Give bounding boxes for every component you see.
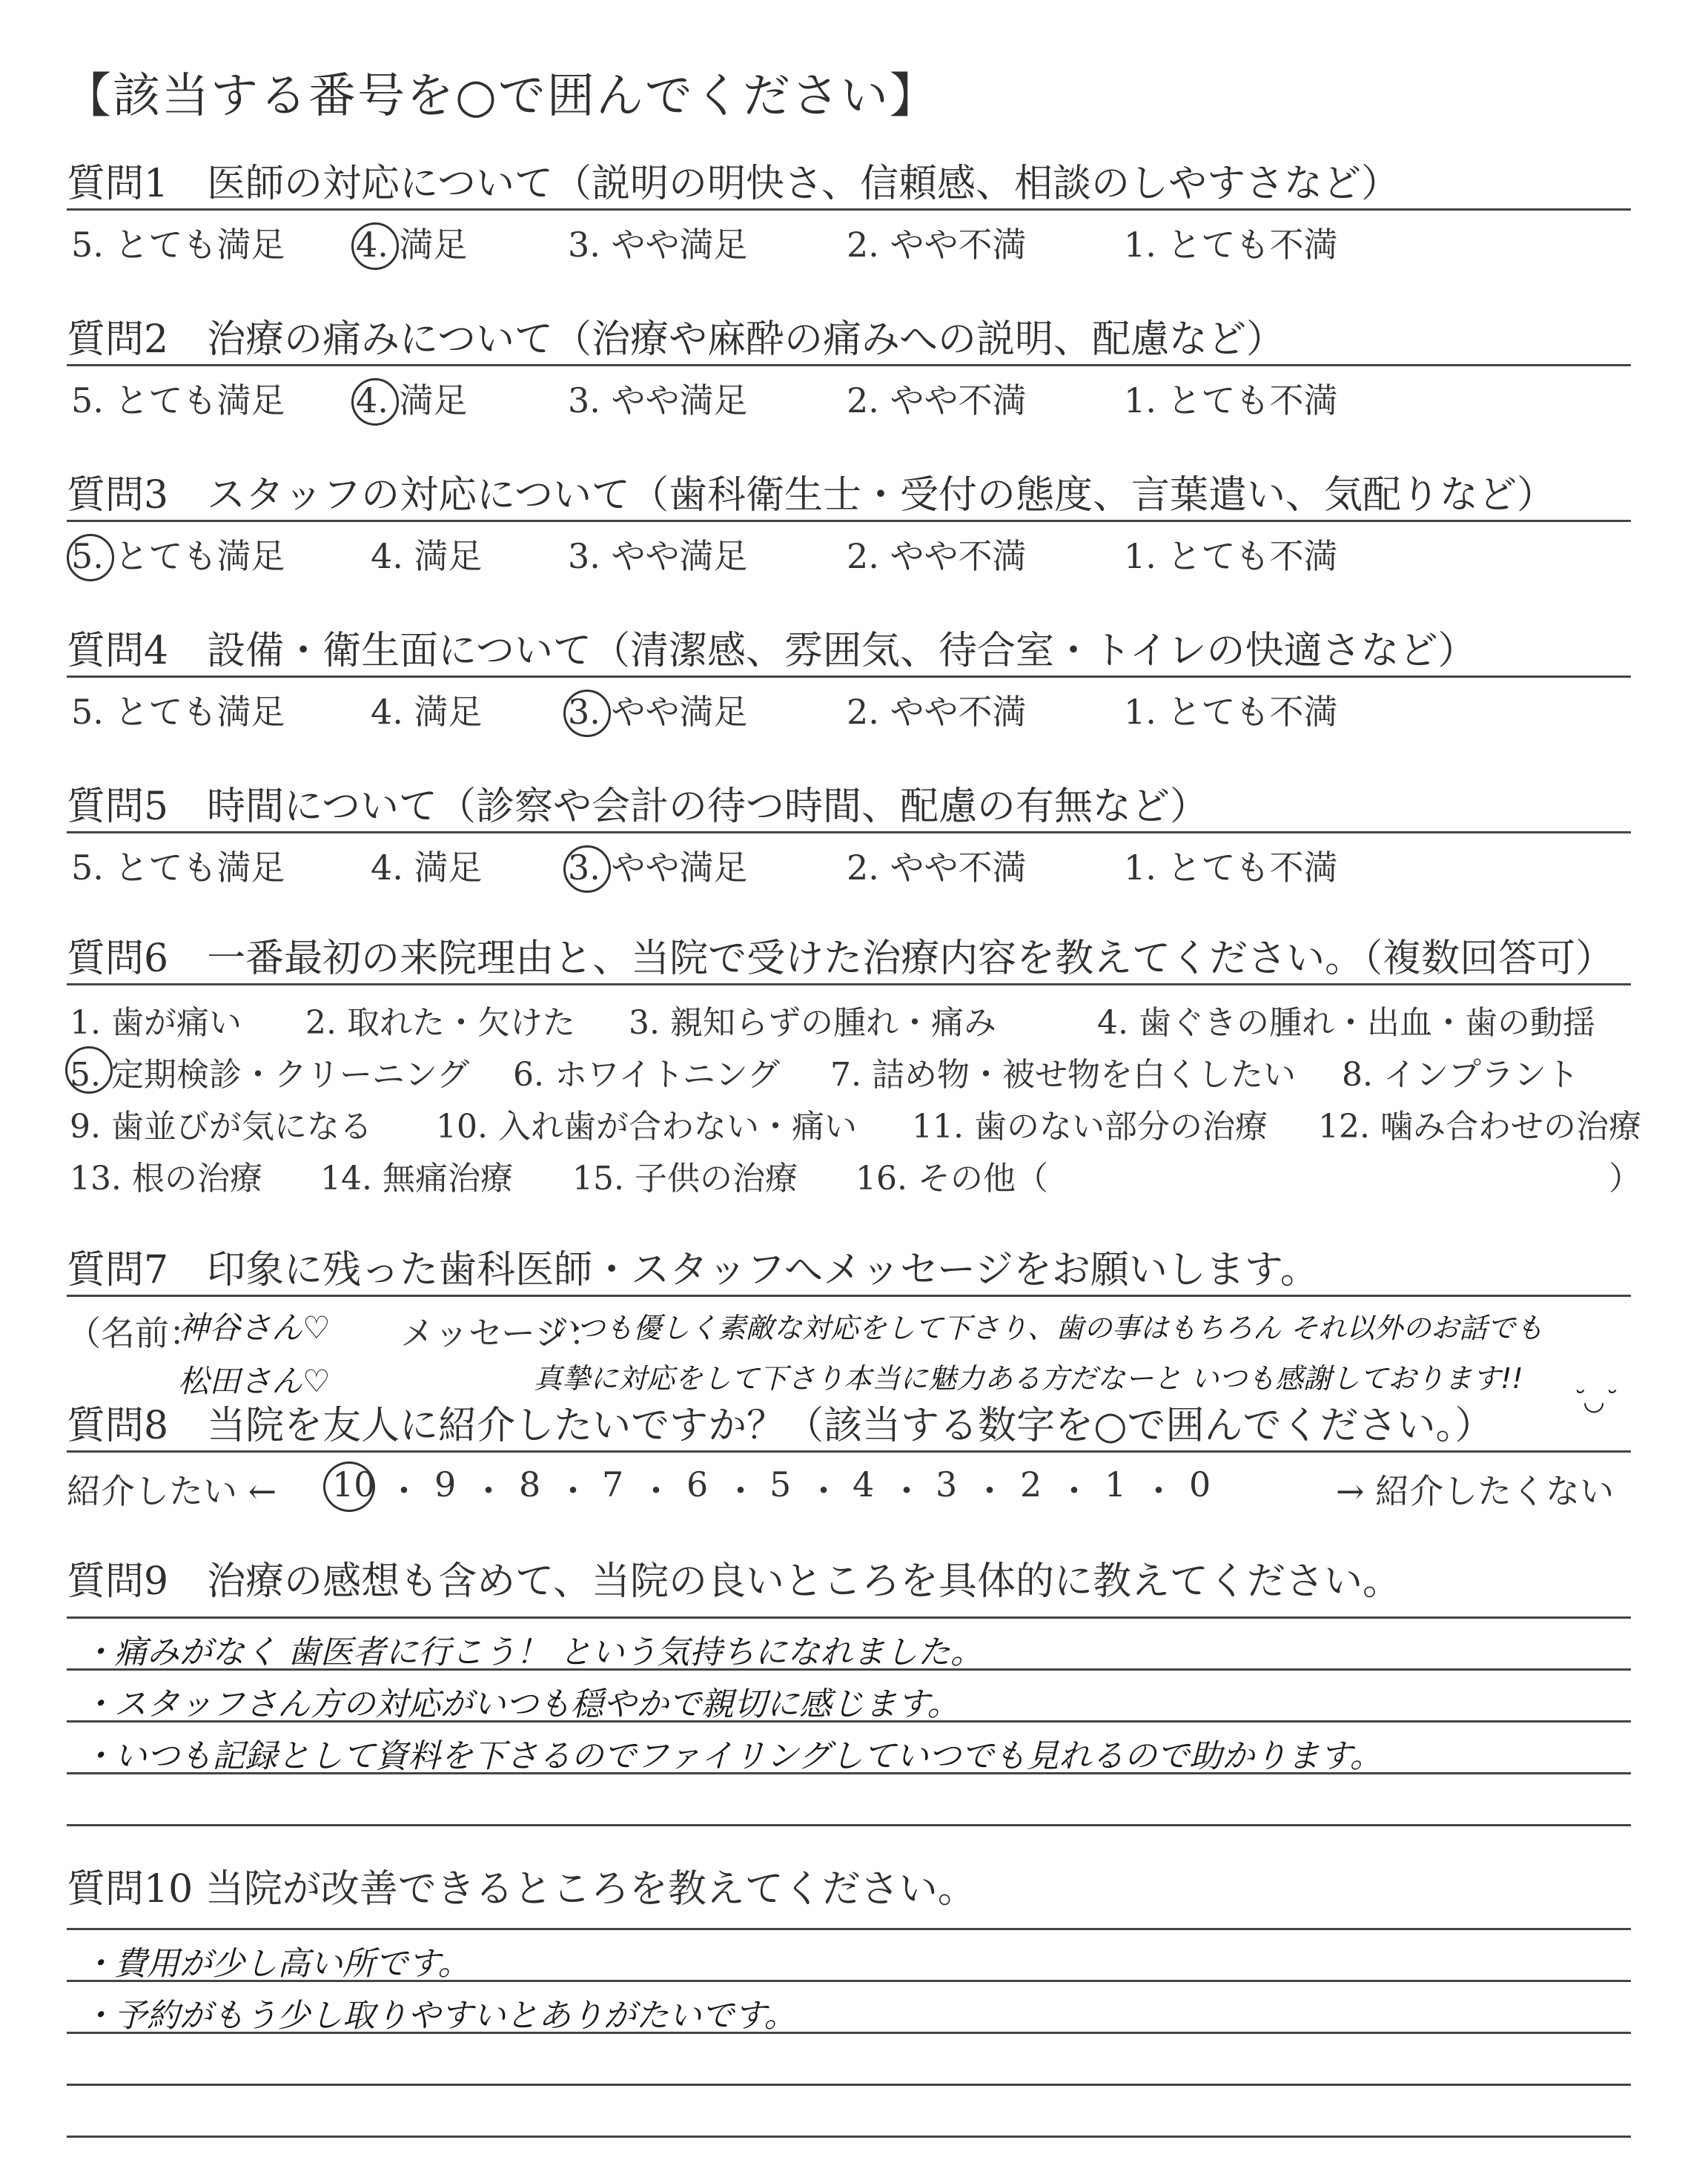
option-2[interactable]: 2. やや不満 (847, 536, 1027, 576)
option-4[interactable]: 4. 満足 (371, 848, 483, 888)
message-label: メッセージ： (400, 1313, 603, 1353)
option-5[interactable]: 5. とても満足 (71, 529, 285, 578)
q6-option-9[interactable]: 9. 歯並びが気になる (70, 1108, 372, 1146)
question-4-title: 質問4 設備・衛生面について（清潔感、雰囲気、待合室・トイレの快適さなど） (67, 629, 1477, 673)
selection-circle (67, 534, 114, 581)
question-6-title: 質問6 一番最初の来院理由と、当院で受けた治療内容を教えてください。（複数回答可） (67, 937, 1615, 981)
option-4[interactable]: 4. 満足 (356, 374, 468, 423)
option-4[interactable]: 4. 満足 (371, 692, 483, 732)
option-4[interactable]: 4. 満足 (371, 536, 483, 576)
q6-option-8[interactable]: 8. インプラント (1342, 1056, 1579, 1094)
message-answer-1: いつも優しく素敵な対応をして下さり、歯の事はもちろん それ以外のお話でも (549, 1312, 1544, 1344)
scale-3[interactable]: 3 (936, 1464, 958, 1505)
scale-0[interactable]: 0 (1189, 1464, 1211, 1505)
scale-9[interactable]: 9 (434, 1464, 457, 1505)
answer-line (67, 1824, 1631, 1826)
question-9 (67, 1557, 1631, 1606)
option-1[interactable]: 1. とても不満 (1124, 692, 1338, 732)
scale-sep: ・ (807, 1471, 841, 1511)
scale-8[interactable]: 8 (519, 1464, 541, 1505)
option-2[interactable]: 2. やや不満 (847, 380, 1027, 420)
name-answer-2: 松田さん♡ (178, 1363, 331, 1399)
q6-option-3[interactable]: 3. 親知らずの腫れ・痛み (629, 1004, 996, 1042)
answer-line (67, 1616, 1631, 1619)
message-answer-2: 真摯に対応をして下さり本当に魅力ある方だなーと いつも感謝しております!! (534, 1362, 1523, 1395)
option-1[interactable]: 1. とても不満 (1124, 536, 1338, 576)
question-9-title: 質問9 治療の感想も含めて、当院の良いところを具体的に教えてください。 (67, 1559, 1402, 1604)
question-5-options (67, 833, 1631, 888)
selection-circle (563, 845, 611, 893)
question-10 (67, 1865, 1631, 1914)
q10-answer-1: ・費用が少し高い所です。 (82, 1945, 471, 1983)
question-8 (67, 1401, 1631, 1453)
scale-sep: ・ (1057, 1471, 1091, 1511)
scale-6[interactable]: 6 (686, 1464, 709, 1505)
option-2[interactable]: 2. やや不満 (847, 848, 1027, 888)
option-3[interactable]: 3. やや満足 (568, 536, 748, 576)
question-1 (67, 159, 1631, 265)
q6-option-10[interactable]: 10. 入れ歯が合わない・痛い (436, 1108, 857, 1146)
scale-sep: ・ (890, 1471, 924, 1511)
question-3 (67, 471, 1631, 577)
q6-option-5[interactable]: 5. 定期検診・クリーニング (70, 1048, 469, 1095)
scale-sep: ・ (724, 1471, 758, 1511)
question-5 (67, 782, 1631, 888)
question-5-title: 質問5 時間について（診察や会計の待つ時間、配慮の有無など） (67, 785, 1209, 829)
option-2[interactable]: 2. やや不満 (847, 225, 1027, 265)
option-5[interactable]: 5. とても満足 (71, 848, 285, 888)
question-4 (67, 627, 1631, 733)
scale-1[interactable]: 1 (1105, 1464, 1127, 1505)
question-1-title: 質問1 医師の対応について（説明の明快さ、信頼感、相談のしやすさなど） (67, 162, 1400, 206)
name-label: （名前： (67, 1313, 203, 1353)
option-5[interactable]: 5. とても満足 (71, 225, 285, 265)
question-1-options (67, 211, 1631, 265)
selection-circle (563, 690, 611, 737)
scale-left-label: 紹介したい ← (67, 1471, 277, 1511)
question-10-title: 質問10 当院が改善できるところを教えてください。 (67, 1867, 976, 1912)
question-7-rule (67, 1295, 1631, 1297)
q6-option-12[interactable]: 12. 噛み合わせの治療 (1318, 1108, 1641, 1146)
scale-4[interactable]: 4 (853, 1464, 875, 1505)
scale-sep: ・ (387, 1471, 421, 1511)
option-2[interactable]: 2. やや不満 (847, 692, 1027, 732)
q6-option-4[interactable]: 4. 歯ぐきの腫れ・出血・歯の動揺 (1097, 1004, 1595, 1042)
scale-7[interactable]: 7 (602, 1464, 624, 1505)
scale-2[interactable]: 2 (1020, 1464, 1042, 1505)
question-3-options (67, 522, 1631, 577)
question-7-title: 質問7 印象に残った歯科医師・スタッフへメッセージをお願いします。 (67, 1248, 1319, 1292)
option-3[interactable]: 3. やや満足 (568, 841, 748, 890)
scale-right-label: → 紹介したくない (1336, 1471, 1615, 1511)
q6-option-16[interactable]: 16. その他（ (855, 1160, 1048, 1198)
question-6-rule (67, 983, 1631, 985)
q6-option-6[interactable]: 6. ホワイトニング (513, 1056, 781, 1094)
q6-option-15[interactable]: 15. 子供の治療 (572, 1160, 798, 1198)
q6-option-2[interactable]: 2. 取れた・欠けた (305, 1004, 575, 1042)
option-3[interactable]: 3. やや満足 (568, 685, 748, 734)
option-4[interactable]: 4. 満足 (356, 218, 468, 267)
answer-line (67, 2136, 1631, 2138)
option-1[interactable]: 1. とても不満 (1124, 380, 1338, 420)
question-2-options (67, 366, 1631, 421)
q6-other-close: ） (1609, 1160, 1641, 1198)
name-answer-1: 神谷さん♡ (178, 1309, 331, 1346)
option-1[interactable]: 1. とても不満 (1124, 848, 1338, 888)
option-1[interactable]: 1. とても不満 (1124, 225, 1338, 265)
q6-option-11[interactable]: 11. 歯のない部分の治療 (912, 1108, 1268, 1146)
q9-answer-3: ・いつも記録として資料を下さるのでファイリングしていつでも見れるので助かります。 (82, 1737, 1383, 1775)
option-3[interactable]: 3. やや満足 (568, 225, 748, 265)
instruction-header: 【該当する番号を○で囲んでください】 (64, 69, 939, 124)
scale-sep: ・ (471, 1471, 506, 1511)
selection-circle (351, 378, 399, 426)
smiley-doodle: ˘◡˘ (1572, 1387, 1617, 1416)
question-2-title: 質問2 治療の痛みについて（治療や麻酔の痛みへの説明、配慮など） (67, 317, 1285, 362)
question-3-title: 質問3 スタッフの対応について（歯科衛生士・受付の態度、言葉遣い、気配りなど） (67, 473, 1556, 518)
recommend-scale: 紹介したい ← 10 ・ 9 ・ 8 ・ 7 ・ 6 ・ 5 ・ 4 ・ 3 ・ 2 ・ 1 ・ 0 → 紹介したくない (67, 1464, 1631, 1509)
question-8-rule (67, 1450, 1631, 1453)
scale-sep: ・ (973, 1471, 1007, 1511)
scale-sep: ・ (639, 1471, 673, 1511)
question-4-options (67, 678, 1631, 733)
answer-line (67, 2084, 1631, 2086)
q10-answer-2: ・予約がもう少し取りやすいとありがたいです。 (82, 1997, 797, 2035)
option-5[interactable]: 5. とても満足 (71, 692, 285, 732)
answer-line (67, 1928, 1631, 1930)
q6-option-7[interactable]: 7. 詰め物・被せ物を白くしたい (830, 1056, 1296, 1094)
option-5[interactable]: 5. とても満足 (71, 380, 285, 420)
option-3[interactable]: 3. やや満足 (568, 380, 748, 420)
question-7 (67, 1246, 1631, 1297)
q9-answer-2: ・スタッフさん方の対応がいつも穏やかで親切に感じます。 (82, 1685, 960, 1723)
question-6 (67, 934, 1631, 985)
q9-answer-1: ・痛みがなく 歯医者に行こう！ という気持ちになれました。 (82, 1634, 983, 1671)
q6-option-13[interactable]: 13. 根の治療 (70, 1160, 262, 1198)
scale-sep: ・ (1142, 1471, 1176, 1511)
selection-circle (65, 1046, 113, 1094)
q6-option-1[interactable]: 1. 歯が痛い (70, 1004, 242, 1042)
question-8-title: 質問8 当院を友人に紹介したいですか？（該当する数字を○で囲んでください。） (67, 1404, 1494, 1448)
scale-sep: ・ (556, 1471, 590, 1511)
selection-circle (351, 222, 399, 270)
question-2 (67, 315, 1631, 421)
q6-option-14[interactable]: 14. 無痛治療 (320, 1160, 513, 1198)
scale-5[interactable]: 5 (769, 1464, 792, 1505)
